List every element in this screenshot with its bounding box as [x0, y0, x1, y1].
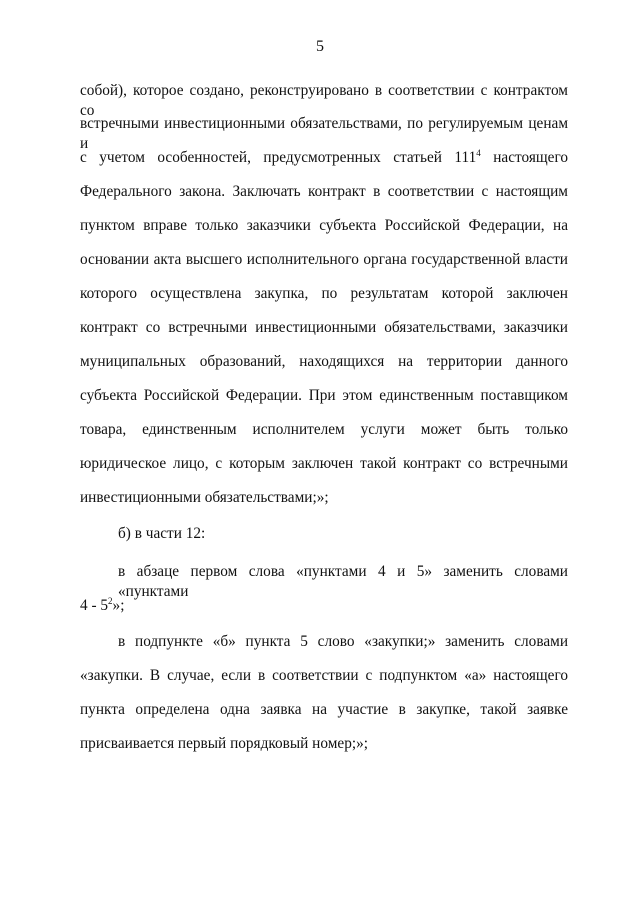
text-line: в подпункте «б» пункта 5 слово «закупки;» заменить словами	[118, 633, 568, 650]
text-line: присваивается первый порядковый номер;»;	[80, 735, 368, 752]
text-line: б) в части 12:	[118, 525, 206, 542]
text-line: в абзаце первом слова «пунктами 4 и 5» заменить словами «пунктами	[118, 563, 568, 600]
superscript: 4	[476, 148, 481, 158]
text-line: «закупки. В случае, если в соответствии с подпунктом «а» настоящего	[80, 667, 568, 684]
text-line: встречными инвестиционными обязательствами, по регулируемым ценам и	[80, 115, 568, 152]
text-line: товара, единственным исполнителем услуги может быть только	[80, 421, 568, 438]
text-line: инвестиционными обязательствами;»;	[80, 489, 329, 506]
text-fragment: настоящего	[493, 149, 568, 166]
text-line	[80, 596, 124, 616]
text-line: субъекта Российской Федерации. При этом единственным поставщиком	[80, 387, 568, 404]
text-line: Федерального закона. Заключать контракт в соответствии с настоящим	[80, 183, 568, 200]
text-fragment: 4 - 5	[80, 597, 109, 614]
page-number: 5	[316, 38, 324, 55]
text-line: юридическое лицо, с которым заключен такой контракт со встречными	[80, 455, 568, 472]
text-line: основании акта высшего исполнительного органа государственной власти	[80, 251, 568, 268]
superscript: 2	[108, 596, 113, 606]
text-fragment: с учетом особенностей, предусмотренных статьей 111	[80, 149, 477, 166]
text-line: собой), которое создано, реконструировано в соответствии с контрактом со	[80, 82, 568, 119]
text-line: которого осуществлена закупка, по результатам которой заключен	[80, 285, 568, 302]
text-line: муниципальных образований, находящихся на территории данного	[80, 353, 568, 370]
text-line: пункта определена одна заявка на участие в закупке, такой заявке	[80, 701, 568, 718]
text-line: пунктом вправе только заказчики субъекта Российской Федерации, на	[80, 217, 568, 234]
text-fragment: »;	[112, 597, 125, 614]
text-line	[80, 148, 568, 168]
text-line: контракт со встречными инвестиционными обязательствами, заказчики	[80, 319, 568, 336]
